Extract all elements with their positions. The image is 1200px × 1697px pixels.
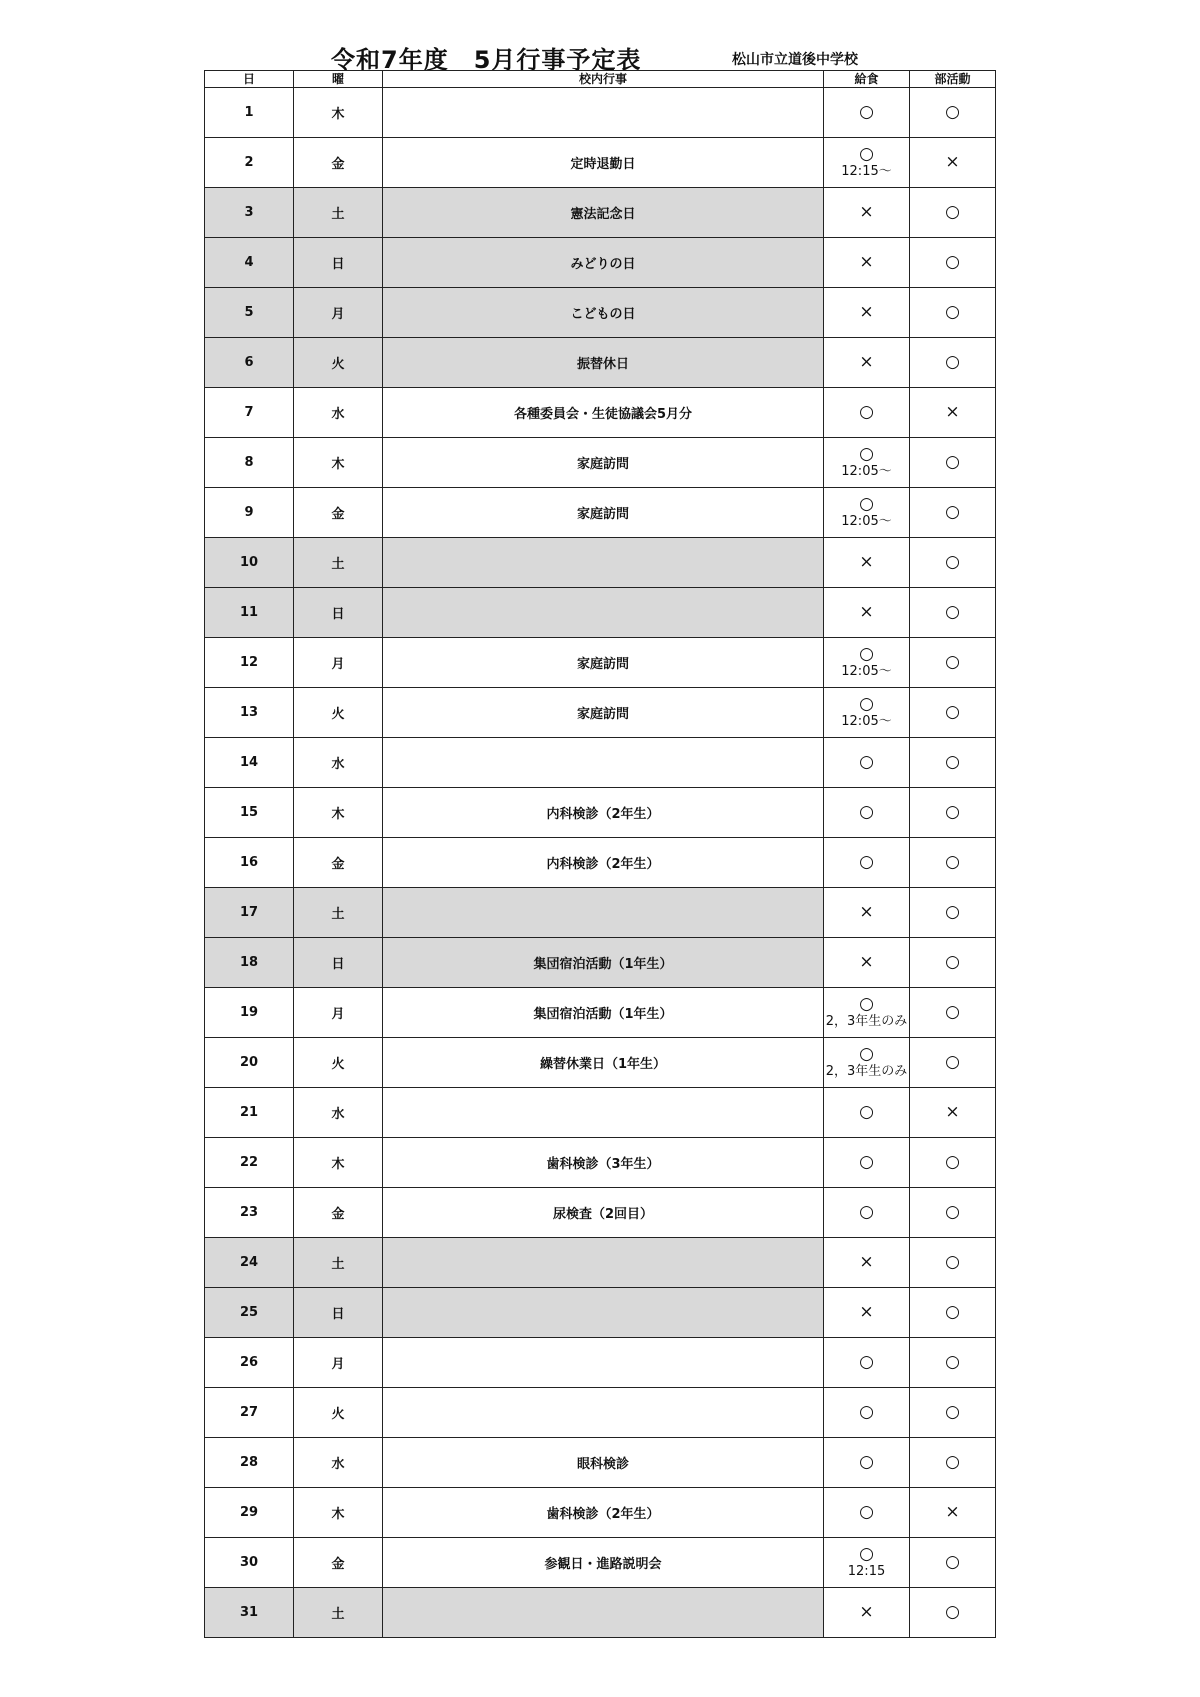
lunch-cell [824, 638, 910, 688]
event-cell: こどもの日 [383, 288, 824, 338]
day-cell: 17 [205, 888, 294, 938]
event-cell [383, 738, 824, 788]
lunch-cell [824, 688, 910, 738]
lunch-mark: ○ [859, 1502, 874, 1522]
lunch-cell [824, 1538, 910, 1588]
event-cell: 歯科検診（2年生） [383, 1488, 824, 1538]
day-cell: 1 [205, 88, 294, 138]
day-cell: 28 [205, 1438, 294, 1488]
header-event: 校内行事 [383, 71, 824, 88]
table-row [205, 1588, 996, 1638]
club-mark: ○ [945, 1152, 960, 1172]
lunch-cell [824, 288, 910, 338]
club-cell [910, 288, 996, 338]
table-row [205, 488, 996, 538]
club-mark: ○ [945, 1202, 960, 1222]
event-cell: 振替休日 [383, 338, 824, 388]
lunch-mark: ○ [859, 402, 874, 422]
lunch-note: 12:05～ [841, 514, 892, 529]
lunch-mark: × [859, 1302, 874, 1322]
lunch-cell [824, 1388, 910, 1438]
weekday-cell: 水 [294, 388, 383, 438]
day-cell: 3 [205, 188, 294, 238]
schedule-table [204, 70, 996, 1638]
lunch-cell [824, 1188, 910, 1238]
lunch-cell [824, 838, 910, 888]
lunch-mark: ○ [859, 644, 874, 664]
club-cell [910, 1538, 996, 1588]
lunch-cell [824, 588, 910, 638]
day-cell: 29 [205, 1488, 294, 1538]
lunch-cell [824, 488, 910, 538]
day-cell: 10 [205, 538, 294, 588]
table-row [205, 588, 996, 638]
table-row [205, 1338, 996, 1388]
lunch-mark: ○ [859, 144, 874, 164]
table-row [205, 1288, 996, 1338]
lunch-mark: ○ [859, 1402, 874, 1422]
club-cell [910, 588, 996, 638]
lunch-cell [824, 1288, 910, 1338]
lunch-mark: ○ [859, 802, 874, 822]
weekday-cell: 月 [294, 1338, 383, 1388]
club-mark: ○ [945, 452, 960, 472]
club-mark: ○ [945, 702, 960, 722]
lunch-cell [824, 1238, 910, 1288]
lunch-mark: ○ [859, 1544, 874, 1564]
lunch-mark: × [859, 952, 874, 972]
lunch-mark: × [859, 202, 874, 222]
day-cell: 31 [205, 1588, 294, 1638]
weekday-cell: 金 [294, 1188, 383, 1238]
weekday-cell: 木 [294, 1488, 383, 1538]
weekday-cell: 木 [294, 438, 383, 488]
club-mark: × [945, 402, 960, 422]
day-cell: 11 [205, 588, 294, 638]
lunch-mark: ○ [859, 1352, 874, 1372]
lunch-note: 12:05～ [841, 664, 892, 679]
lunch-mark: × [859, 1602, 874, 1622]
club-mark: × [945, 152, 960, 172]
event-cell: 歯科検診（3年生） [383, 1138, 824, 1188]
lunch-note: 2，3年生のみ [825, 1064, 908, 1079]
table-row [205, 1538, 996, 1588]
lunch-mark: ○ [859, 694, 874, 714]
table-row [205, 338, 996, 388]
lunch-cell [824, 938, 910, 988]
lunch-mark: ○ [859, 1044, 874, 1064]
club-cell [910, 788, 996, 838]
club-mark: ○ [945, 1002, 960, 1022]
lunch-cell [824, 188, 910, 238]
lunch-cell [824, 1338, 910, 1388]
club-mark: ○ [945, 102, 960, 122]
club-mark: ○ [945, 802, 960, 822]
club-cell [910, 488, 996, 538]
lunch-note: 12:05～ [841, 714, 892, 729]
table-row [205, 1188, 996, 1238]
day-cell: 27 [205, 1388, 294, 1438]
table-row [205, 1088, 996, 1138]
table-row [205, 1388, 996, 1438]
table-row [205, 238, 996, 288]
weekday-cell: 金 [294, 138, 383, 188]
lunch-cell [824, 238, 910, 288]
club-cell [910, 338, 996, 388]
club-cell [910, 1188, 996, 1238]
day-cell: 20 [205, 1038, 294, 1088]
lunch-cell [824, 1138, 910, 1188]
day-cell: 6 [205, 338, 294, 388]
club-mark: ○ [945, 602, 960, 622]
day-cell: 21 [205, 1088, 294, 1138]
day-cell: 15 [205, 788, 294, 838]
weekday-cell: 金 [294, 488, 383, 538]
club-cell [910, 688, 996, 738]
weekday-cell: 土 [294, 888, 383, 938]
club-mark: ○ [945, 1352, 960, 1372]
page-title: 令和7年度 5月行事予定表 [331, 46, 642, 74]
weekday-cell: 水 [294, 1438, 383, 1488]
table-row [205, 1038, 996, 1088]
weekday-cell: 日 [294, 238, 383, 288]
weekday-cell: 水 [294, 1088, 383, 1138]
day-cell: 12 [205, 638, 294, 688]
lunch-note: 12:15 [847, 1564, 886, 1579]
event-cell: 家庭訪問 [383, 688, 824, 738]
table-row [205, 938, 996, 988]
table-row [205, 188, 996, 238]
club-mark: ○ [945, 752, 960, 772]
club-cell [910, 1288, 996, 1338]
event-cell: 各種委員会・生徒協議会5月分 [383, 388, 824, 438]
lunch-cell [824, 438, 910, 488]
club-mark: ○ [945, 1452, 960, 1472]
lunch-cell [824, 1438, 910, 1488]
club-cell [910, 1238, 996, 1288]
event-cell [383, 1088, 824, 1138]
table-row [205, 288, 996, 338]
event-cell: 尿検査（2回目） [383, 1188, 824, 1238]
day-cell: 16 [205, 838, 294, 888]
lunch-mark: ○ [859, 994, 874, 1014]
lunch-cell [824, 1588, 910, 1638]
lunch-mark: ○ [859, 102, 874, 122]
lunch-mark: ○ [859, 1452, 874, 1472]
weekday-cell: 金 [294, 838, 383, 888]
lunch-mark: × [859, 1252, 874, 1272]
weekday-cell: 日 [294, 938, 383, 988]
table-row [205, 1238, 996, 1288]
weekday-cell: 金 [294, 1538, 383, 1588]
day-cell: 2 [205, 138, 294, 188]
day-cell: 23 [205, 1188, 294, 1238]
club-cell [910, 388, 996, 438]
day-cell: 14 [205, 738, 294, 788]
day-cell: 9 [205, 488, 294, 538]
club-cell [910, 988, 996, 1038]
event-cell: 家庭訪問 [383, 438, 824, 488]
event-cell: 家庭訪問 [383, 638, 824, 688]
table-row [205, 988, 996, 1038]
event-cell: 家庭訪問 [383, 488, 824, 538]
club-mark: ○ [945, 352, 960, 372]
table-row [205, 638, 996, 688]
lunch-mark: ○ [859, 1102, 874, 1122]
table-row [205, 788, 996, 838]
club-mark: ○ [945, 902, 960, 922]
club-mark: ○ [945, 652, 960, 672]
lunch-note: 12:05～ [841, 464, 892, 479]
weekday-cell: 木 [294, 788, 383, 838]
day-cell: 8 [205, 438, 294, 488]
club-cell [910, 1038, 996, 1088]
event-cell: 集団宿泊活動（1年生） [383, 988, 824, 1038]
club-mark: ○ [945, 252, 960, 272]
lunch-mark: ○ [859, 752, 874, 772]
lunch-mark: ○ [859, 852, 874, 872]
lunch-mark: × [859, 252, 874, 272]
club-cell [910, 888, 996, 938]
day-cell: 22 [205, 1138, 294, 1188]
club-cell [910, 638, 996, 688]
event-cell [383, 1238, 824, 1288]
day-cell: 25 [205, 1288, 294, 1338]
lunch-cell [824, 1088, 910, 1138]
club-cell [910, 538, 996, 588]
club-mark: ○ [945, 1252, 960, 1272]
lunch-mark: ○ [859, 1202, 874, 1222]
day-cell: 19 [205, 988, 294, 1038]
event-cell [383, 1338, 824, 1388]
weekday-cell: 月 [294, 988, 383, 1038]
lunch-mark: × [859, 352, 874, 372]
lunch-cell [824, 988, 910, 1038]
schedule-body [205, 88, 996, 1638]
table-row [205, 1138, 996, 1188]
day-cell: 18 [205, 938, 294, 988]
club-cell [910, 238, 996, 288]
weekday-cell: 土 [294, 1238, 383, 1288]
club-mark: ○ [945, 502, 960, 522]
table-row [205, 738, 996, 788]
weekday-cell: 日 [294, 588, 383, 638]
club-cell [910, 88, 996, 138]
lunch-cell [824, 88, 910, 138]
table-row [205, 88, 996, 138]
day-cell: 5 [205, 288, 294, 338]
event-cell [383, 1388, 824, 1438]
event-cell: 繰替休業日（1年生） [383, 1038, 824, 1088]
event-cell: 集団宿泊活動（1年生） [383, 938, 824, 988]
lunch-mark: × [859, 602, 874, 622]
club-mark: ○ [945, 202, 960, 222]
club-cell [910, 1138, 996, 1188]
table-row [205, 888, 996, 938]
weekday-cell: 月 [294, 288, 383, 338]
event-cell [383, 538, 824, 588]
table-row [205, 538, 996, 588]
lunch-mark: ○ [859, 444, 874, 464]
event-cell [383, 1588, 824, 1638]
lunch-cell [824, 888, 910, 938]
club-mark: ○ [945, 852, 960, 872]
weekday-cell: 木 [294, 1138, 383, 1188]
club-mark: ○ [945, 1402, 960, 1422]
event-cell: 参観日・進路説明会 [383, 1538, 824, 1588]
lunch-cell [824, 388, 910, 438]
table-row [205, 1438, 996, 1488]
club-cell [910, 838, 996, 888]
day-cell: 4 [205, 238, 294, 288]
club-mark: ○ [945, 302, 960, 322]
lunch-mark: × [859, 902, 874, 922]
club-mark: ○ [945, 1052, 960, 1072]
club-mark: ○ [945, 552, 960, 572]
lunch-mark: × [859, 552, 874, 572]
lunch-cell [824, 738, 910, 788]
club-cell [910, 1388, 996, 1438]
table-header-row [205, 71, 996, 88]
lunch-cell [824, 538, 910, 588]
header-day: 日 [205, 71, 294, 88]
event-cell: みどりの日 [383, 238, 824, 288]
lunch-cell [824, 1488, 910, 1538]
table-row [205, 138, 996, 188]
weekday-cell: 土 [294, 538, 383, 588]
weekday-cell: 日 [294, 1288, 383, 1338]
club-cell [910, 138, 996, 188]
club-cell [910, 1088, 996, 1138]
event-cell: 内科検診（2年生） [383, 788, 824, 838]
event-cell: 定時退勤日 [383, 138, 824, 188]
event-cell: 眼科検診 [383, 1438, 824, 1488]
lunch-mark: ○ [859, 494, 874, 514]
lunch-cell [824, 138, 910, 188]
header-club: 部活動 [910, 71, 996, 88]
club-mark: × [945, 1502, 960, 1522]
table-row [205, 688, 996, 738]
weekday-cell: 火 [294, 1388, 383, 1438]
event-cell [383, 888, 824, 938]
event-cell [383, 88, 824, 138]
table-row [205, 838, 996, 888]
day-cell: 26 [205, 1338, 294, 1388]
club-mark: ○ [945, 1302, 960, 1322]
club-cell [910, 1488, 996, 1538]
weekday-cell: 火 [294, 688, 383, 738]
weekday-cell: 月 [294, 638, 383, 688]
lunch-cell [824, 338, 910, 388]
club-cell [910, 1438, 996, 1488]
weekday-cell: 木 [294, 88, 383, 138]
club-cell [910, 1588, 996, 1638]
day-cell: 24 [205, 1238, 294, 1288]
club-cell [910, 738, 996, 788]
weekday-cell: 土 [294, 188, 383, 238]
club-mark: × [945, 1102, 960, 1122]
event-cell: 内科検診（2年生） [383, 838, 824, 888]
table-row [205, 438, 996, 488]
lunch-cell [824, 1038, 910, 1088]
lunch-mark: × [859, 302, 874, 322]
club-cell [910, 1338, 996, 1388]
lunch-note: 12:15～ [841, 164, 892, 179]
table-row [205, 388, 996, 438]
lunch-note: 2，3年生のみ [825, 1014, 908, 1029]
header-lunch: 給食 [824, 71, 910, 88]
lunch-cell [824, 788, 910, 838]
weekday-cell: 水 [294, 738, 383, 788]
event-cell [383, 1288, 824, 1338]
club-cell [910, 938, 996, 988]
weekday-cell: 土 [294, 1588, 383, 1638]
day-cell: 30 [205, 1538, 294, 1588]
header-weekday: 曜 [294, 71, 383, 88]
club-cell [910, 438, 996, 488]
day-cell: 13 [205, 688, 294, 738]
table-row [205, 1488, 996, 1538]
school-name: 松山市立道後中学校 [732, 52, 858, 68]
club-mark: ○ [945, 1552, 960, 1572]
day-cell: 7 [205, 388, 294, 438]
club-cell [910, 188, 996, 238]
weekday-cell: 火 [294, 1038, 383, 1088]
club-mark: ○ [945, 1602, 960, 1622]
weekday-cell: 火 [294, 338, 383, 388]
club-mark: ○ [945, 952, 960, 972]
event-cell: 憲法記念日 [383, 188, 824, 238]
lunch-mark: ○ [859, 1152, 874, 1172]
event-cell [383, 588, 824, 638]
